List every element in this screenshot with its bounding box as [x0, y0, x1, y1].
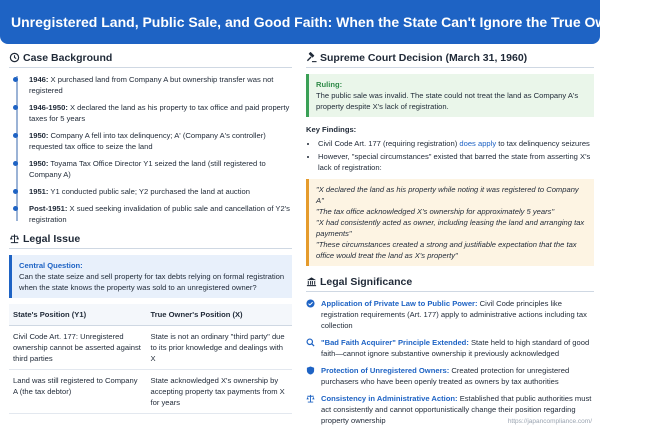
list-item [306, 298, 594, 331]
finding-text: Civil Code Art. 177 (requiring registration) [318, 139, 460, 148]
significance-title: Legal Significance [320, 275, 413, 288]
shield-icon [306, 366, 315, 375]
case-background-title: Case Background [23, 51, 113, 64]
timeline-item [29, 186, 292, 197]
decision-heading [306, 50, 594, 68]
balance-icon [306, 394, 315, 403]
timeline-date: Post-1951: [29, 204, 68, 213]
timeline-date: 1950: [29, 159, 49, 168]
timeline-date: 1946: [29, 75, 49, 84]
quote-line: "X had consistently acted as owner, including leasing the land and arranging tax payments" [316, 218, 585, 238]
table-cell: State acknowledged X's ownership by accepting property tax payments from X for years [146, 370, 292, 414]
right-column [306, 50, 594, 432]
case-background-heading [9, 50, 292, 68]
timeline-text: X declared the land as his property to tax office and paid property taxes for 5 years [29, 103, 290, 123]
table-cell: Civil Code Art. 177: Unregistered ownership cannot be asserted against third parties [9, 326, 146, 370]
significance-label: Application of Private Law to Public Power: [321, 299, 478, 308]
significance-text: Created protection for unregistered purchasers who have been openly treated as owners by tax authorities [321, 366, 570, 386]
central-question-text: Can the state seize and sell property for tax debts relying on formal registration when the state knows the property was sold to an unregistered owner? [19, 272, 285, 292]
table-cell: Land was still registered to Company A (the tax debtor) [9, 370, 146, 414]
significance-label: "Bad Faith Acquirer" Principle Extended: [321, 338, 469, 347]
ruling-label: Ruling: [316, 80, 343, 89]
timeline-item [29, 158, 292, 180]
quote-line: "The tax office acknowledged X's ownership for approximately 5 years" [316, 207, 555, 216]
significance-label: Consistency in Administrative Action: [321, 394, 458, 403]
footer-url[interactable]: https://japancompliance.com/ [507, 418, 592, 425]
significance-text: Established that public authorities must act consistently and cannot opportunistically change their position regarding property ownership [321, 394, 592, 425]
timeline-item [29, 74, 292, 96]
table-header-row [9, 304, 292, 326]
special-circumstances-quotes [306, 179, 594, 266]
list-item [306, 337, 594, 359]
ruling-box [306, 74, 594, 117]
timeline-text: X purchased land from Company A but ownership transfer was not registered [29, 75, 274, 95]
timeline-text: Company A fell into tax delinquency; A' (Company A's controller) requested tax office to seize the land [29, 131, 266, 151]
timeline-item [29, 102, 292, 124]
history-icon [9, 52, 20, 63]
ruling-text: The public sale was invalid. The state could not treat the land as Company A's property despite X's lack of registration. [316, 91, 579, 111]
quote-line: "These circumstances created a strong and justifiable expectation that the tax office would treat the land as X's property" [316, 240, 577, 260]
significance-text: Civil Code principles like registration requirements (Art. 177) apply to administrative actions including tax collection [321, 299, 587, 330]
significance-text: State held to high standard of good faith—cannot ignore substantive ownership it previously acknowledged [321, 338, 590, 358]
table-header-owner: True Owner's Position (X) [146, 304, 292, 326]
timeline-text: Y1 conducted public sale; Y2 purchased the land at auction [48, 187, 250, 196]
list-item: • However, "special circumstances" existed that barred the state from asserting X's lack of registration: [318, 151, 594, 173]
significance-label: Protection of Unregistered Owners: [321, 366, 450, 375]
timeline-date: 1951: [29, 187, 49, 196]
finding-highlight: does apply [459, 139, 497, 148]
legal-issue-title: Legal Issue [23, 232, 81, 245]
central-question-box [9, 255, 292, 298]
significance-list [306, 298, 594, 426]
timeline-text: Toyama Tax Office Director Y1 seized the land (still registered to Company A) [29, 159, 266, 179]
key-findings-title: Key Findings: [306, 125, 357, 134]
timeline-date: 1946-1950: [29, 103, 68, 112]
timeline-item [29, 130, 292, 152]
case-timeline [9, 74, 292, 225]
key-findings-list [306, 138, 594, 173]
search-icon [306, 338, 315, 347]
table-row [9, 326, 292, 370]
table-header-state: State's Position (Y1) [9, 304, 146, 326]
timeline-text: X sued seeking invalidation of public sale and cancellation of Y2's registration [29, 204, 290, 224]
table-row [9, 370, 292, 414]
timeline-date: 1950: [29, 131, 49, 140]
list-item [306, 365, 594, 387]
header-banner [0, 0, 672, 44]
legal-issue-heading [9, 231, 292, 249]
balance-icon [9, 233, 20, 244]
list-item [318, 138, 594, 149]
gavel-icon [306, 52, 317, 63]
quote-line: "X declared the land as his property while noting it was registered to Company A" [316, 185, 579, 205]
landmark-icon [306, 276, 317, 287]
decision-title: Supreme Court Decision (March 31, 1960) [320, 51, 528, 64]
page-title: Unregistered Land, Public Sale, and Good Faith: When the State Can't Ignore the True Owner (1960) [11, 14, 672, 30]
check-circle-icon [306, 299, 315, 308]
positions-table [9, 304, 292, 414]
left-column [9, 50, 292, 414]
significance-heading [306, 274, 594, 292]
table-cell: State is not an ordinary "third party" due to its prior knowledge and dealings with X [146, 326, 292, 370]
finding-text: to tax delinquency seizures [496, 139, 590, 148]
timeline-item [29, 203, 292, 225]
central-question-label: Central Question: [19, 261, 83, 270]
